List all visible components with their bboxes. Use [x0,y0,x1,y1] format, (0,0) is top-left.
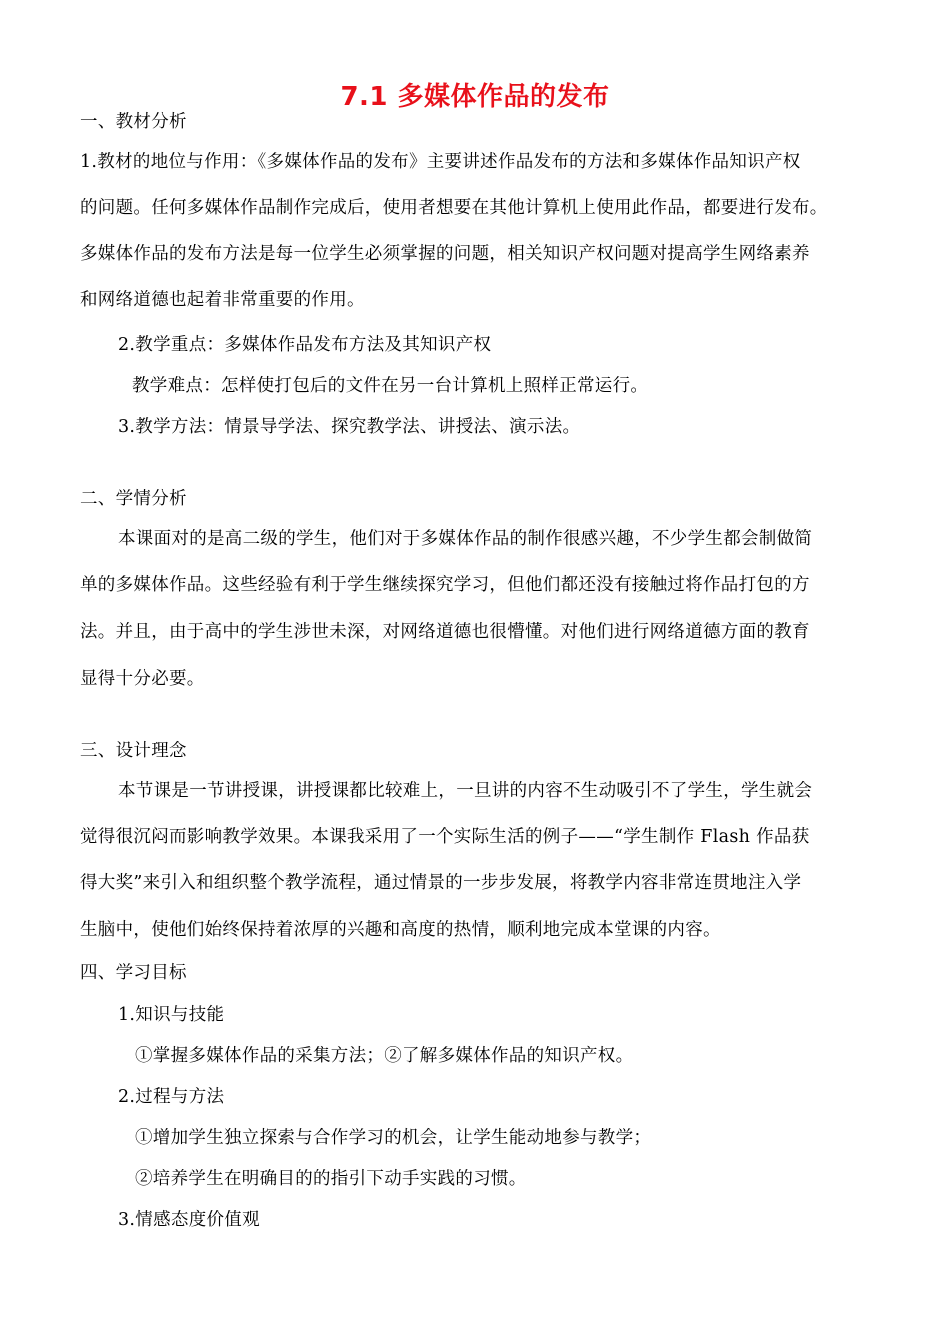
paragraph-line: 显得十分必要。 [80,669,205,689]
section-heading-teaching-material: 一、教材分析 [80,112,187,132]
key-point-line: 2.教学重点：多媒体作品发布方法及其知识产权 [118,335,492,355]
paragraph-line: 得大奖”来引入和组织整个教学流程，通过情景的一步步发展，将教学内容非常连贯地注入学 [80,873,802,893]
paragraph-line: 生脑中，使他们始终保持着浓厚的兴趣和高度的热情，顺利地完成本堂课的内容。 [80,920,721,940]
paragraph-line: 单的多媒体作品。这些经验有利于学生继续探究学习，但他们都还没有接触过将作品打包的方 [80,575,810,595]
paragraph-line: 多媒体作品的发布方法是每一位学生必须掌握的问题，相关知识产权问题对提高学生网络素养 [80,244,810,264]
paragraph-line: 和网络道德也起着非常重要的作用。 [80,290,365,310]
goal-item: ①增加学生独立探索与合作学习的机会，让学生能动地参与教学； [135,1128,652,1148]
paragraph-line: 的问题。任何多媒体作品制作完成后，使用者想要在其他计算机上使用此作品，都要进行发布。 [80,198,828,218]
paragraph-line: 本节课是一节讲授课，讲授课都比较难上，一旦讲的内容不生动吸引不了学生，学生就会 [118,781,813,801]
goal-title-knowledge: 1.知识与技能 [118,1005,225,1025]
goal-item: ②培养学生在明确目的的指引下动手实践的习惯。 [135,1169,527,1189]
method-line: 3.教学方法：情景导学法、探究教学法、讲授法、演示法。 [118,417,581,437]
paragraph-line: 1.教材的地位与作用：《多媒体作品的发布》主要讲述作品发布的方法和多媒体作品知识产权 [80,152,801,172]
page-title: 7.1 多媒体作品的发布 [340,82,610,112]
section-heading-student-analysis: 二、学情分析 [80,489,187,509]
goal-item: ①掌握多媒体作品的采集方法；②了解多媒体作品的知识产权。 [135,1046,634,1066]
paragraph-line: 觉得很沉闷而影响教学效果。本课我采用了一个实际生活的例子——“学生制作 Flash 作品获 [80,827,810,847]
section-heading-design-concept: 三、设计理念 [80,741,187,761]
paragraph-line: 本课面对的是高二级的学生，他们对于多媒体作品的制作很感兴趣，不少学生都会制做简 [118,529,813,549]
goal-title-process: 2.过程与方法 [118,1087,225,1107]
difficulty-line: 教学难点：怎样使打包后的文件在另一台计算机上照样正常运行。 [132,376,649,396]
goal-title-attitude: 3.情感态度价值观 [118,1210,260,1230]
paragraph-line: 法。并且，由于高中的学生涉世未深，对网络道德也很懵懂。对他们进行网络道德方面的教育 [80,622,810,642]
section-heading-learning-goals: 四、学习目标 [80,963,187,983]
